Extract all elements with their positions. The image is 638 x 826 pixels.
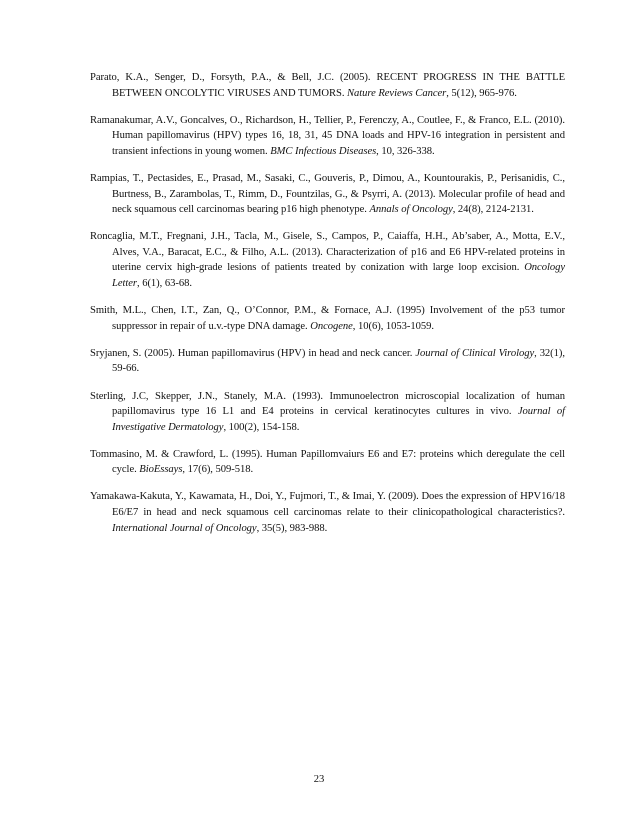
reference-journal: Nature Reviews Cancer [347,87,447,99]
reference-details: , 10(6), 1053-1059. [352,320,434,332]
reference-journal: International Journal of Oncology [112,522,257,534]
page-number: 23 [313,774,325,785]
reference-details: , 35(5), 983-988. [256,522,328,534]
reference-list [90,70,565,548]
reference-details: , 32(1), 59-66. [112,347,565,375]
reference-entry [90,171,565,218]
reference-journal: Annals of Oncology [369,204,453,216]
reference-entry [90,489,565,536]
reference-text: Ramanakumar, A.V., Goncalves, O., Richardson, H., Tellier, P., Ferenczy, A., Coutlee, F., & Franco, E.L. (2010). Human papillomavirus (HPV) types 16, 18, 31, 45 DNA loads and HPV-16 integration in persistent and transient infections in young women. [90,114,565,157]
reference-text: Roncaglia, M.T., Fregnani, J.H., Tacla, M., Gisele, S., Campos, P., Caiaffa, H.H., Ab’saber, A., Motta, E.V., Alves, V.A., Baracat, E.C., & Filho, A.L. (2013). Characterization of p16 and E6 HPV-related proteins in uterine cervix high-grade lesions of patients treated by conization with large loop excision. [90,231,565,274]
reference-journal: Journal of Investigative Dermatology [112,406,565,433]
reference-journal: Oncogene [310,320,353,332]
reference-details: , 100(2), 154-158. [223,421,300,433]
reference-entry [90,303,565,334]
reference-journal: BMC Infectious Diseases [270,145,377,157]
reference-text: Rampias, T., Pectasides, E., Prasad, M., Sasaki, C., Gouveris, P., Dimou, A., Kountourakis, P., Perisanidis, C., Burtness, B., Zarambolas, T., Rimm, D., Fountzilas, G., & Psyrri, A. (2013). Molecular profile of head and neck squamous cell carcinomas bearing p16 high phenotype. [90,172,565,216]
reference-journal: BioEssays [139,464,183,476]
reference-details: , 24(8), 2124-2131. [452,204,534,216]
reference-details: , 6(1), 63-68. [137,278,192,290]
reference-details: , 10, 326-338. [376,145,435,157]
reference-entry [90,113,565,160]
reference-journal: Oncology Letter [112,262,565,290]
reference-text: Smith, M.L., Chen, I.T., Zan, Q., O’Connor, P.M., & Fornace, A.J. (1995) Involvement of the p53 tumor suppressor in repair of u.v.-type DNA damage. [90,305,565,332]
reference-entry [90,389,565,436]
reference-entry [90,70,565,101]
reference-text: Yamakawa-Kakuta, Y., Kawamata, H., Doi, Y., Fujmori, T., & Imai, Y. (2009). Does the expression of HPV16/18 E6/E7 in head and neck squamous cell carcinomas relate to their clinicopathological characteristics?. [90,491,565,519]
reference-entry [90,447,565,478]
reference-details: , 5(12), 965-976. [446,87,517,99]
reference-text: Sryjanen, S. (2005). Human papillomavirus (HPV) in head and neck cancer. [90,347,416,359]
reference-details: , 17(6), 509-518. [182,464,254,476]
reference-entry [90,346,565,377]
reference-text: Parato, K.A., Senger, D., Forsyth, P.A., & Bell, J.C. (2005). RECENT PROGRESS IN THE BATTLE BETWEEN ONCOLYTIC VIRUSES AND TUMORS. [90,72,565,99]
reference-journal: Journal of Clinical Virology [415,347,535,359]
reference-text: Sterling, J.C, Skepper, J.N., Stanely, M.A. (1993). Immunoelectron microscopial localization of human papillomavirus type 16 L1 and E4 proteins in cervical keratinocytes cultures in vivo. [90,390,565,418]
reference-text: Tommasino, M. & Crawford, L. (1995). Human Papillomvaiurs E6 and E7: proteins which deregulate the cell cycle. [90,448,565,476]
reference-entry [90,229,565,291]
